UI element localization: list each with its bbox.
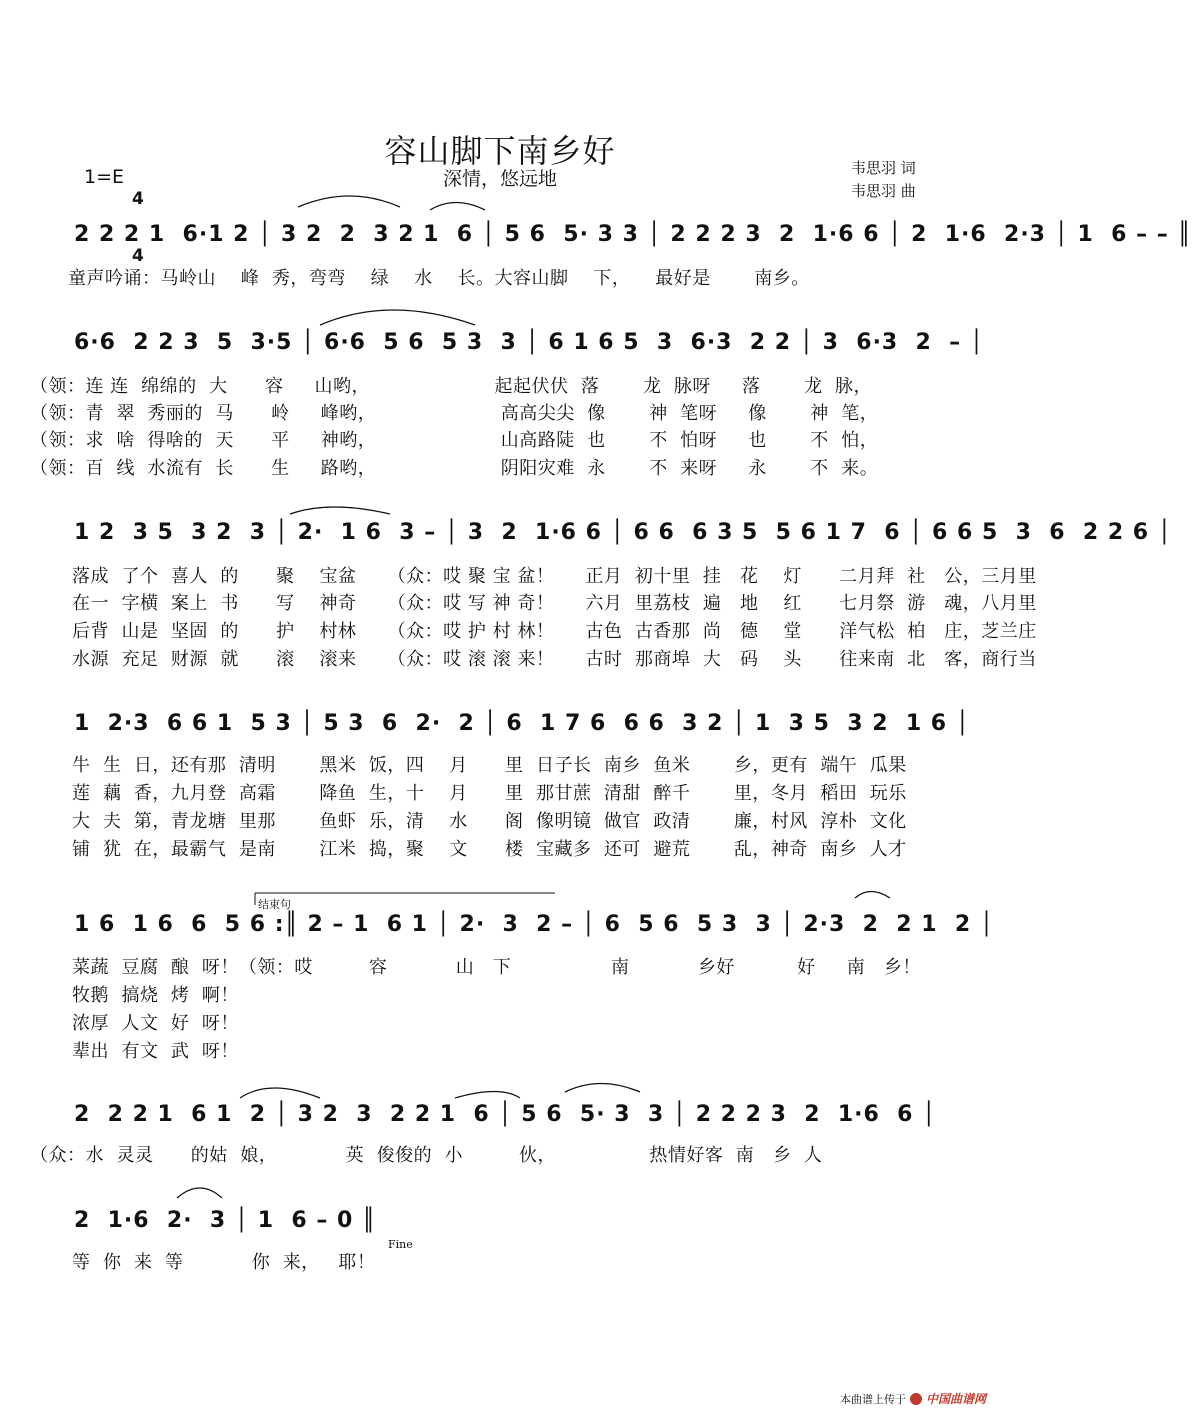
song-title: 容山脚下南乡好 [384,132,616,171]
notation-line-3: 1 2 3 5 3 2 3 │ 2· 1 6 3 – │ 3 2 1·6 6 │ 6 6 6 3 5 5 6 1 7 6 │ 6 6 5 3 6 2 2 6 │ [74,520,1173,545]
lyrics-line-4-verse-1: 牛 生 日，还有那 清明 黑米 饭，四 月 里 日子长 南乡 鱼米 乡，更有 端午 瓜果 [72,755,907,776]
tempo-marking: 深情，悠远地 [442,168,557,190]
site-logo-icon [910,1393,922,1405]
lyrics-line-4-verse-3: 大 夫 第，青龙塘 里那 鱼虾 乐，清 水 阁 像明镜 做官 政清 廉，村风 淳朴 文化 [72,811,907,832]
lyrics-line-5-verse-1: 菜蔬 豆腐 酿 呀！（领：哎 容 山 下 南 乡好 好 南 乡！ [72,957,921,978]
lyrics-line-2-verse-2: （领：青 翠 秀丽的 马 岭 峰哟， 高高尖尖 像 神 笔呀 像 神 笔， [30,403,879,424]
notation-line-7: 2 1·6 2· 3 │ 1 6 – 0 ║ [74,1208,377,1233]
lyrics-line-1: 童声吟诵：马岭山 峰 秀，弯弯 绿 水 长。大容山脚 下， 最好是 南乡。 [68,268,810,289]
key-signature: 1=E [84,166,125,188]
lyrics-line-3-verse-4: 水源 充足 财源 就 滚 滚来 （众：哎 滚 滚 来！ 古时 那商埠 大 码 头 往来南 北 客，商行当 [72,649,1037,670]
lyrics-line-2-verse-3: （领：求 啥 得啥的 天 平 神哟， 山高路陡 也 不 怕呀 也 不 怕， [30,430,879,451]
lyrics-line-5-verse-2: 牧鹅 搞烧 烤 啊！ [72,985,239,1006]
lyrics-line-5-verse-4: 辈出 有文 武 呀！ [72,1041,239,1062]
notation-line-6: 2 2 2 1 6 1 2 │ 3 2 3 2 2 1 6 │ 5 6 5· 3 3 │ 2 2 2 3 2 1·6 6 │ [74,1102,937,1127]
lyrics-line-2-verse-4: （领：百 线 水流有 长 生 路哟， 阴阳灾难 永 不 来呀 永 不 来。 [30,458,879,479]
notation-line-1: 2 2 2 1 6·1 2 │ 3 2 2 3 2 1 6 │ 5 6 5· 3 3 │ 2 2 2 3 2 1·6 6 │ 2 1·6 2·3 │ 1 6 – – ║ [74,222,1192,247]
lyrics-line-3-verse-3: 后背 山是 坚固 的 护 村林 （众：哎 护 村 林！ 古色 古香那 尚 德 堂 洋气松 柏 庄，芝兰庄 [72,621,1037,642]
lyrics-line-7: 等 你 来 等 你 来， 耶！ [72,1252,376,1273]
lyrics-line-3-verse-2: 在一 字横 案上 书 写 神奇 （众：哎 写 神 奇！ 六月 里荔枝 遍 地 红 七月祭 游 魂，八月里 [72,593,1037,614]
lyrics-line-4-verse-4: 铺 犹 在，最霸气 是南 江米 捣，聚 文 楼 宝藏多 还可 避荒 乱，神奇 南乡 人才 [72,839,907,860]
composer-credit: 韦思羽 曲 [851,182,916,200]
lyrics-line-4-verse-2: 莲 藕 香，九月登 高霜 降鱼 生，十 月 里 那甘蔗 清甜 醉千 里，冬月 稻田 玩乐 [72,783,907,804]
lyricist-credit: 韦思羽 词 [851,159,916,177]
footer-credit [840,1390,986,1407]
notation-line-4: 1 2·3 6 6 1 5 3 │ 5 3 6 2· 2 │ 6 1 7 6 6 6 3 2 │ 1 3 5 3 2 1 6 │ [74,711,970,736]
time-signature-top: 4 [132,189,144,209]
fine-marking: Fine [388,1238,413,1251]
time-signature-bottom: 4 [132,246,144,266]
footer-brand: 中国曲谱网 [925,1392,986,1406]
notation-line-2: 6·6 2 2 3 5 3·5 │ 6·6 5 6 5 3 3 │ 6 1 6 5 3 6·3 2 2 │ 3 6·3 2 – │ [74,330,985,355]
lyrics-line-3-verse-1: 落成 了个 喜人 的 聚 宝盆 （众：哎 聚 宝 盆！ 正月 初十里 挂 花 灯 二月拜 社 公，三月里 [72,566,1037,587]
lyrics-line-6: （众：水 灵灵 的姑 娘， 英 俊俊的 小 伙， 热情好客 南 乡 人 [30,1145,823,1166]
lyrics-line-2-verse-1: （领：连 连 绵绵的 大 容 山哟， 起起伏伏 落 龙 脉呀 落 龙 脉， [30,376,873,397]
notation-line-5: 1 6 1 6 6 5 6 :║ 2 – 1 6 1 │ 2· 3 2 – │ 6 5 6 5 3 3 │ 2·3 2 2 1 2 │ [74,912,995,937]
footer-text: 本曲谱上传于 [839,1392,906,1406]
lyrics-line-5-verse-3: 浓厚 人文 好 呀！ [72,1013,239,1034]
ending-label: 结束句 [258,898,291,911]
